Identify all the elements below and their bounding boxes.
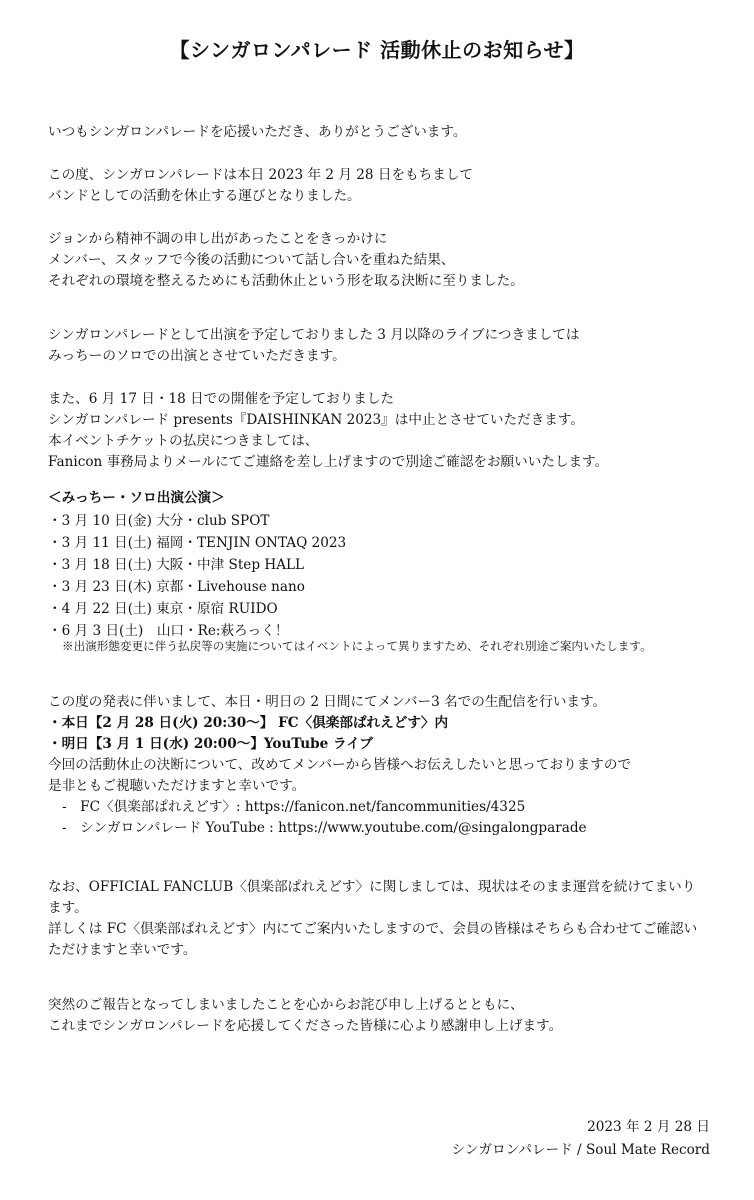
solo-show-item: ・4 月 22 日(土) 東京・原宿 RUIDO xyxy=(48,601,278,617)
paragraph-line: なお、OFFICIAL FANCLUB〈倶楽部ぱれえどす〉に関しましては、現状はそのまま運営を続けてまいり xyxy=(48,879,696,895)
stream-tomorrow: ・明日【3 月 1 日(水) 20:00～】YouTube ライブ xyxy=(48,736,373,752)
paragraph-line: みっちーのソロでの出演とさせていただきます。 xyxy=(48,348,346,364)
stream-today: ・本日【2 月 28 日(火) 20:30～】 FC〈倶楽部ぱれえどす〉内 xyxy=(48,715,449,731)
youtube-link[interactable]: - シンガロンパレード YouTube : https://www.youtube.com/@singalongparade xyxy=(62,820,587,836)
paragraph-line: ジョンから精神不調の申し出があったことをきっかけに xyxy=(48,231,388,247)
paragraph-line: この度、シンガロンパレードは本日 2023 年 2 月 28 日をもちまして xyxy=(48,167,474,183)
signature-from: シンガロンパレード / Soul Mate Record xyxy=(451,1142,710,1158)
solo-show-item: ・6 月 3 日(土) 山口・Re:萩ろっく！ xyxy=(48,623,289,639)
paragraph-line: 本イベントチケットの払戻につきましては、 xyxy=(48,433,319,449)
fanicon-link[interactable]: - FC〈倶楽部ぱれえどす〉: https://fanicon.net/fancommunities/4325 xyxy=(62,799,526,815)
paragraph-line: 今回の活動休止の決断について、改めてメンバーから皆様へお伝えしたいと思っておりますので xyxy=(48,757,632,773)
page-title: 【シンガロンパレード 活動休止のお知らせ】 xyxy=(169,38,585,62)
solo-show-item: ・3 月 11 日(土) 福岡・TENJIN ONTAQ 2023 xyxy=(48,535,347,551)
solo-heading: ＜みっちー・ソロ出演公演＞ xyxy=(48,490,225,506)
paragraph-line: ます。 xyxy=(48,900,88,916)
paragraph-line: また、6 月 17 日・18 日での開催を予定しておりました xyxy=(48,391,394,407)
paragraph-line: メンバー、スタッフで今後の活動について話し合いを重ねた結果、 xyxy=(48,252,455,268)
paragraph-line: シンガロンパレード presents『DAISHINKAN 2023』は中止とさせていただきます。 xyxy=(48,412,584,428)
solo-show-item: ・3 月 18 日(土) 大阪・中津 Step HALL xyxy=(48,557,305,573)
paragraph-line: 是非ともご視聴いただけますと幸いです。 xyxy=(48,778,306,794)
paragraph-line: 突然のご報告となってしまいましたことを心からお詫び申し上げるとともに、 xyxy=(48,997,524,1013)
paragraph-line: 詳しくは FC〈倶楽部ぱれえどす〉内にてご案内いたしますので、会員の皆様はそちらも合わせてご確認い xyxy=(48,921,698,937)
paragraph-line: ただけますと幸いです。 xyxy=(48,942,197,958)
paragraph-line: シンガロンパレードとして出演を予定しておりました 3 月以降のライブにつきましては xyxy=(48,327,580,343)
paragraph-line: これまでシンガロンパレードを応援してくださった皆様に心より感謝申し上げます。 xyxy=(48,1018,563,1034)
paragraph-line: それぞれの環境を整えるためにも活動休止という形を取る決断に至りました。 xyxy=(48,273,524,289)
solo-show-item: ・3 月 23 日(木) 京都・Livehouse nano xyxy=(48,579,305,595)
signature-date: 2023 年 2 月 28 日 xyxy=(587,1119,710,1135)
solo-note: ※出演形態変更に伴う払戻等の実施についてはイベントによって異りますため、それぞれ別途ご案内いたします。 xyxy=(62,639,652,653)
paragraph-line: Fanicon 事務局よりメールにてご連絡を差し上げますので別途ご確認をお願いいたします。 xyxy=(48,454,609,470)
paragraph-line: バンドとしての活動を休止する運びとなりました。 xyxy=(48,188,361,204)
solo-show-item: ・3 月 10 日(金) 大分・club SPOT xyxy=(48,513,270,529)
stream-lead: この度の発表に伴いまして、本日・明日の 2 日間にてメンバー3 名での生配信を行います。 xyxy=(48,694,607,710)
intro-line: いつもシンガロンパレードを応援いただき、ありがとうございます。 xyxy=(48,124,467,140)
